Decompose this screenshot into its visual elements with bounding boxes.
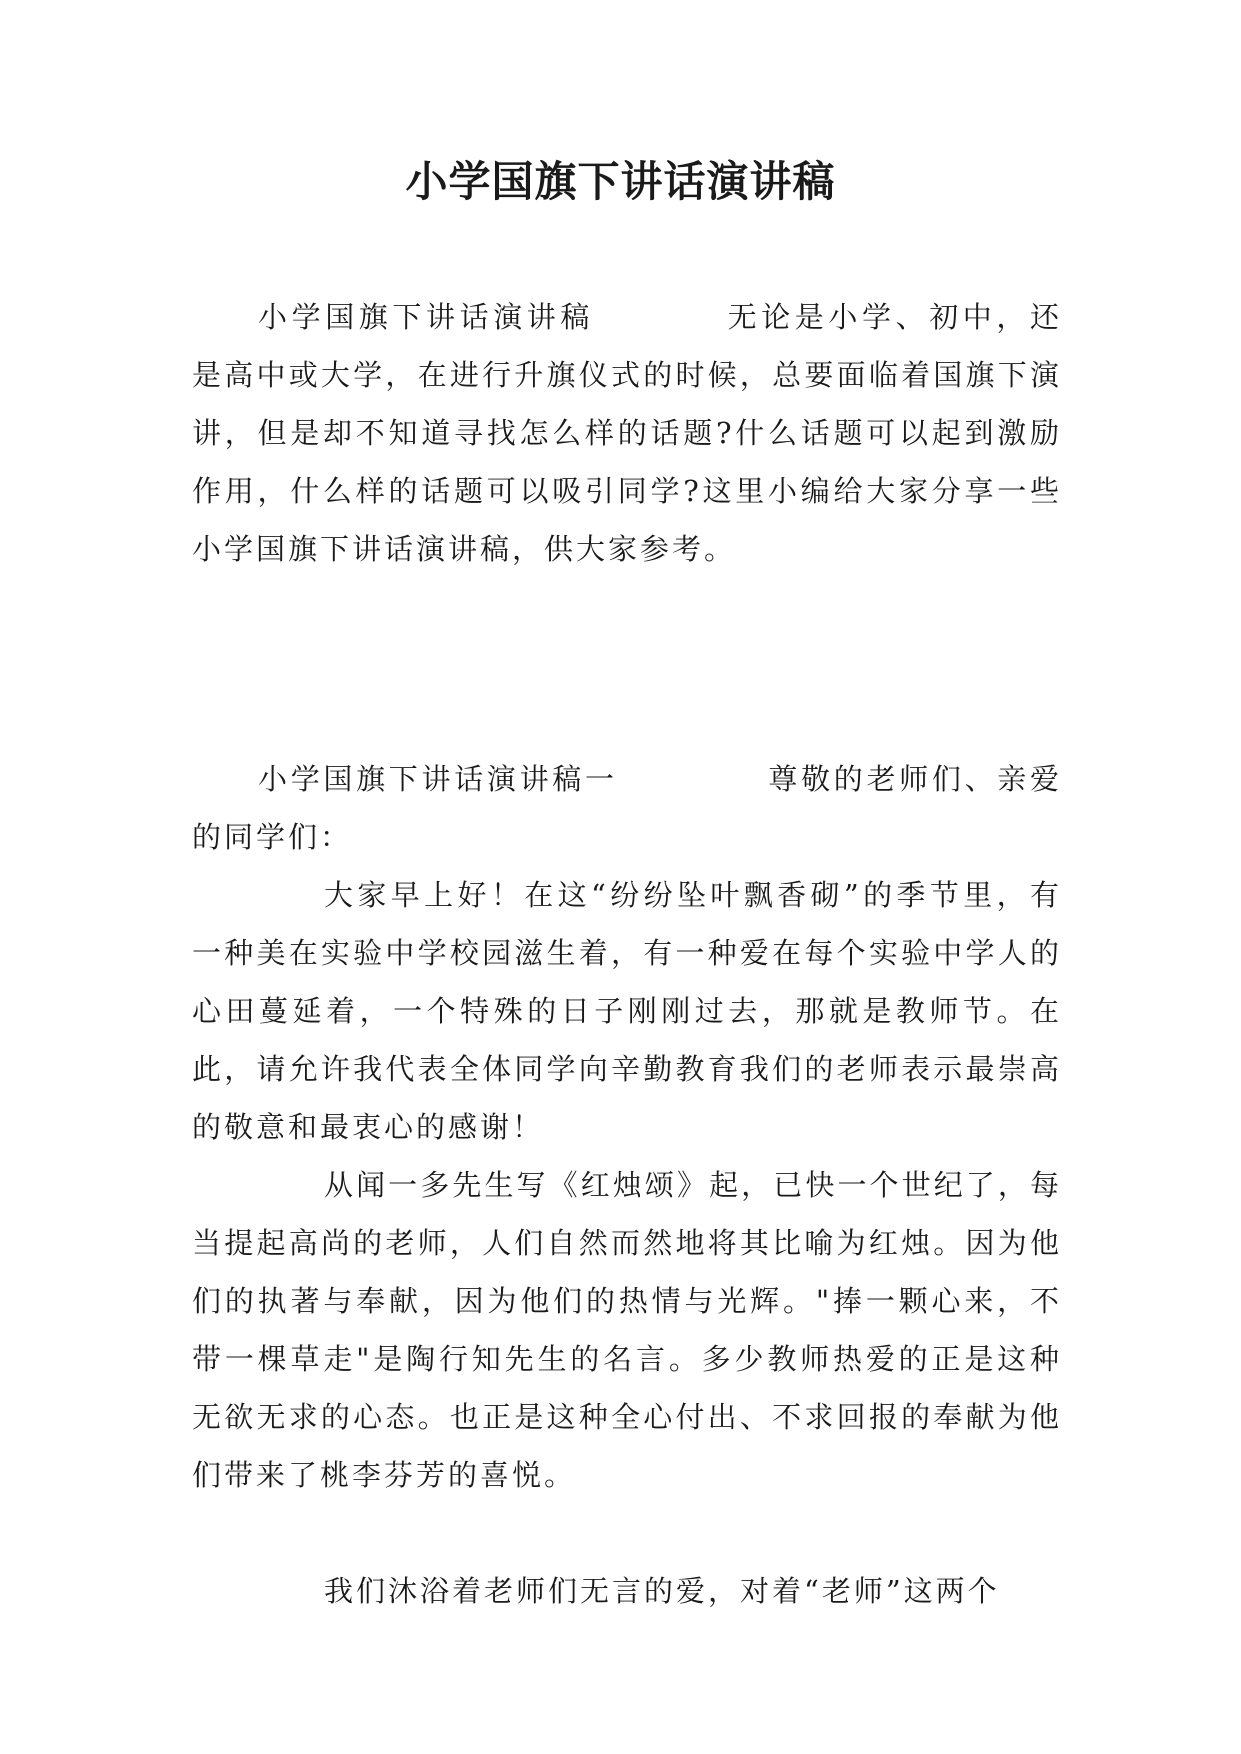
intro-heading: 小学国旗下讲话演讲稿: [258, 300, 594, 334]
intro-text: 无论是小学、初中，还是高中或大学，在进行升旗仪式的时候，总要面临着国旗下演讲，但是却不知道寻找怎么样的话题?什么话题可以起到激励作用，什么样的话题可以吸引同学?这里小编给大家分享一些小学国旗下讲话演讲稿，供大家参考。: [192, 300, 1062, 566]
intro-paragraph: [192, 288, 1062, 578]
speech1-paragraph-red-candle: 从闻一多先生写《红烛颂》起，已快一个世纪了，每当提起高尚的老师，人们自然而然地将其比喻为红烛。因为他们的执著与奉献，因为他们的热情与光辉。"捧一颗心来，不带一棵草走"是陶行知先生的名言。多少教师热爱的正是这种无欲无求的心态。也正是这种全心付出、不求回报的奉献为他们带来了桃李芬芳的喜悦。: [192, 1168, 1062, 1492]
speech1-heading: 小学国旗下讲话演讲稿一: [258, 762, 618, 796]
speech1-salutation: 尊敬的老师们、亲爱的同学们：: [192, 762, 1062, 854]
speech1-paragraph-teachers-love: 我们沐浴着老师们无言的爱，对着“老师”这两个: [324, 1574, 1000, 1608]
speech1-opening-paragraph: [192, 750, 1062, 866]
speech1-paragraph-greeting: 大家早上好！在这“纷纷坠叶飘香砌”的季节里，有一种美在实验中学校园滋生着，有一种爱在每个实验中学人的心田蔓延着，一个特殊的日子刚刚过去，那就是教师节。在此，请允许我代表全体同学向辛勤教育我们的老师表示最崇高的敬意和最衷心的感谢！: [192, 878, 1062, 1144]
document-title: 小学国旗下讲话演讲稿: [405, 157, 836, 206]
